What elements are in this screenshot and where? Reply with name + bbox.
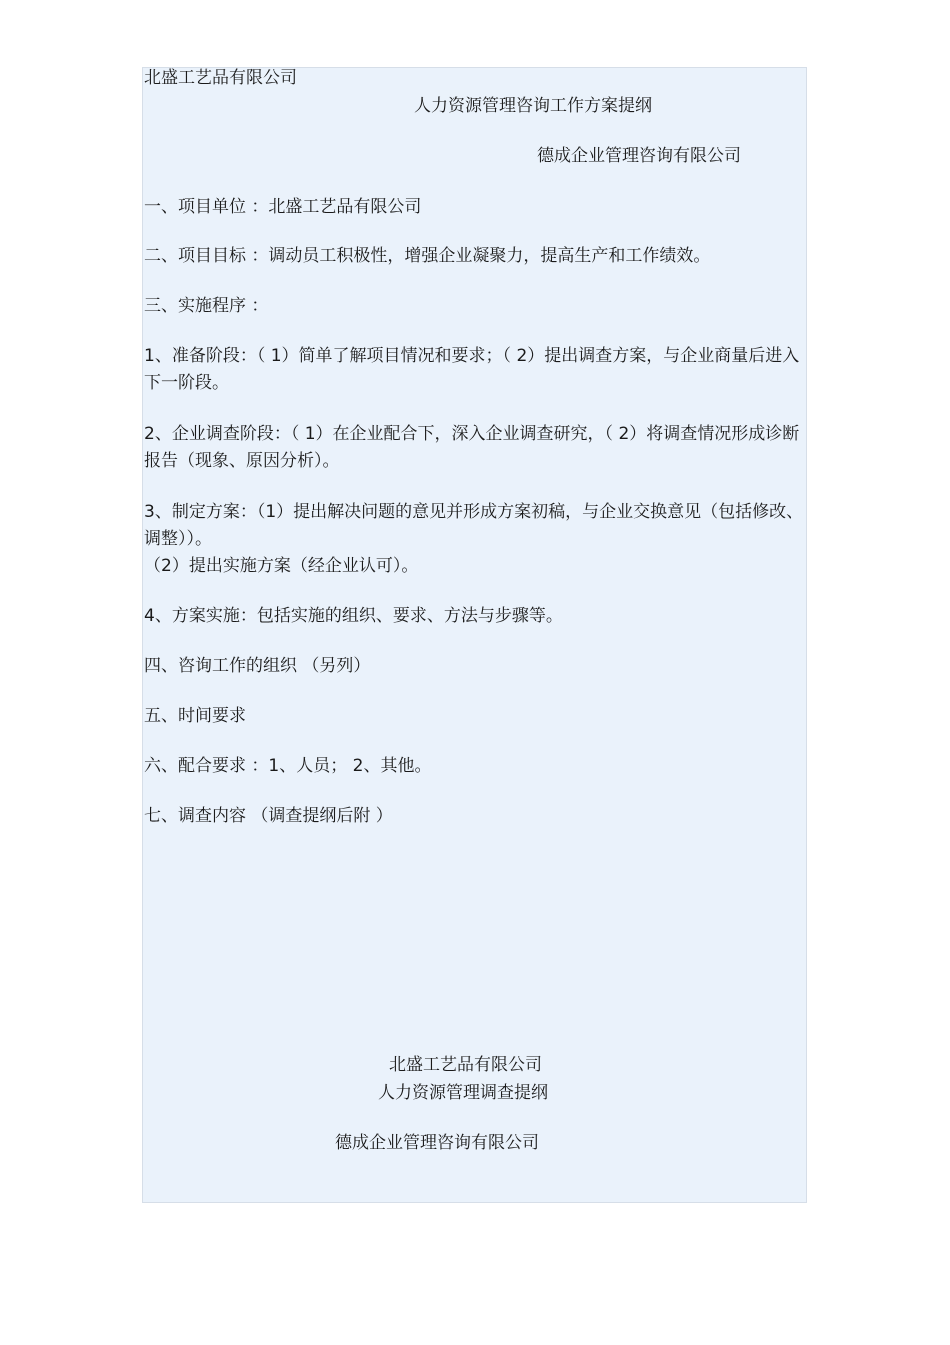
- document-title: 人力资源管理咨询工作方案提纲: [414, 96, 652, 116]
- consultant-company-header: 德成企业管理咨询有限公司: [537, 146, 741, 166]
- client-company-header: 北盛工艺品有限公司: [144, 68, 297, 88]
- step-plan-final: （2）提出实施方案（经企业认可）。: [144, 556, 419, 576]
- section-organization: 四、咨询工作的组织 （另列）: [144, 656, 371, 676]
- footer-consultant: 德成企业管理咨询有限公司: [335, 1133, 539, 1153]
- step-plan-draft: 3、制定方案：（1）提出解决问题的意见并形成方案初稿，与企业交换意见（包括修改、调整））。: [144, 502, 804, 549]
- section-cooperation: 六、配合要求 ：1、人员； 2、其他。: [144, 756, 432, 776]
- step-implementation: 4、方案实施：包括实施的组织、要求、方法与步骤等。: [144, 606, 563, 626]
- section-project-unit: 一、项目单位 ：北盛工艺品有限公司: [144, 197, 422, 217]
- section-time-requirements: 五、时间要求: [144, 706, 246, 726]
- step-investigation: 2、企业调查阶段：（ 1）在企业配合下，深入企业调查研究，（ 2）将调查情况形成诊断报告（现象、原因分析）。: [144, 424, 800, 471]
- section-survey-content: 七、调查内容 （调查提纲后附 ）: [144, 806, 393, 826]
- document-page: [142, 67, 807, 1203]
- footer-title: 人力资源管理调查提纲: [378, 1083, 548, 1103]
- section-procedure: 三、实施程序 ：: [144, 296, 269, 316]
- footer-company: 北盛工艺品有限公司: [389, 1055, 542, 1075]
- section-project-goal: 二、项目目标 ：调动员工积极性，增强企业凝聚力，提高生产和工作绩效。: [144, 246, 711, 266]
- step-preparation: 1、准备阶段：（ 1）简单了解项目情况和要求；（ 2）提出调查方案，与企业商量后进入下一阶段。: [144, 346, 800, 393]
